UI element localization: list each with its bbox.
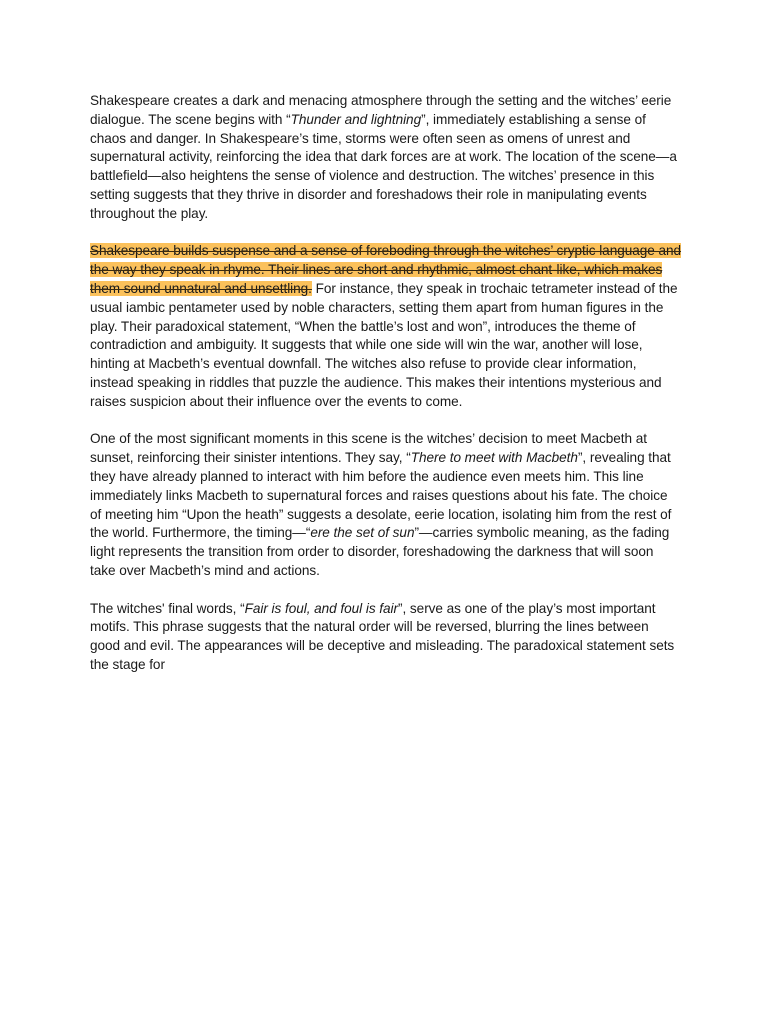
text-run: For instance, they speak in trochaic tetrameter instead of the usual iambic pentameter used by noble characters, setting them apart from human figures in the play. Their paradoxical statement, “When the battle’s lost and won”, introduces the theme of contradiction and ambiguity. It suggests that while one side will win the war, another will lose, hinting at Macbeth’s eventual downfall. The witches also refuse to provide clear information, instead speaking in riddles that puzzle the audience. This makes their intentions mysterious and raises suspicion about their influence over the events to come. <box>90 280 678 409</box>
italic-quote: There to meet with Macbeth <box>410 450 578 466</box>
paragraph-final-words <box>90 600 682 675</box>
highlighted-struck-text: Shakespeare builds suspense and a sense of foreboding through the witches’ cryptic language and the way they speak in rhyme. Their lines are short and rhythmic, almost chant-like, which makes them sound unnatural and unsettling. <box>90 243 682 296</box>
italic-quote: Fair is foul, and foul is fair <box>244 600 398 616</box>
italic-quote: ere the set of sun <box>310 525 415 541</box>
text-run: ”, revealing that they have already planned to interact with him before the audience even meets him. This line immediately links Macbeth to supernatural forces and raises questions about his fate. The choice of meeting him “Upon the heath” suggests a desolate, eerie location, isolating him from the rest of the world. Furthermore, the timing—“ <box>90 450 672 541</box>
paragraph-meeting <box>90 430 682 580</box>
text-run: Shakespeare creates a dark and menacing atmosphere through the setting and the witches’ eerie dialogue. The scene begins with “ <box>90 93 672 127</box>
text-run: ”—carries symbolic meaning, as the fading light represents the transition from order to disorder, foreshadowing the darkness that will soon take over Macbeth’s mind and actions. <box>90 525 670 578</box>
text-run: ”, immediately establishing a sense of chaos and danger. In Shakespeare’s time, storms were often seen as omens of unrest and supernatural activity, reinforcing the idea that dark forces are at work. The location of the scene—a battlefield—also heightens the sense of violence and destruction. The witches’ presence in this setting suggests that they thrive in disorder and foreshadows their role in manipulating events throughout the play. <box>90 111 677 221</box>
text-run: The witches' final words, “ <box>90 600 245 616</box>
paragraph-setting <box>90 92 682 224</box>
italic-quote: Thunder and lightning <box>290 111 422 127</box>
paragraph-language <box>90 242 682 411</box>
document-body[interactable] <box>90 92 682 694</box>
text-run: ”, serve as one of the play’s most important motifs. This phrase suggests that the natural order will be reversed, blurring the lines between good and evil. The appearances will be deceptive and misleading. The paradoxical statement sets the stage for <box>90 600 675 672</box>
text-run: One of the most significant moments in this scene is the witches’ decision to meet Macbeth at sunset, reinforcing their sinister intentions. They say, “ <box>90 431 647 466</box>
